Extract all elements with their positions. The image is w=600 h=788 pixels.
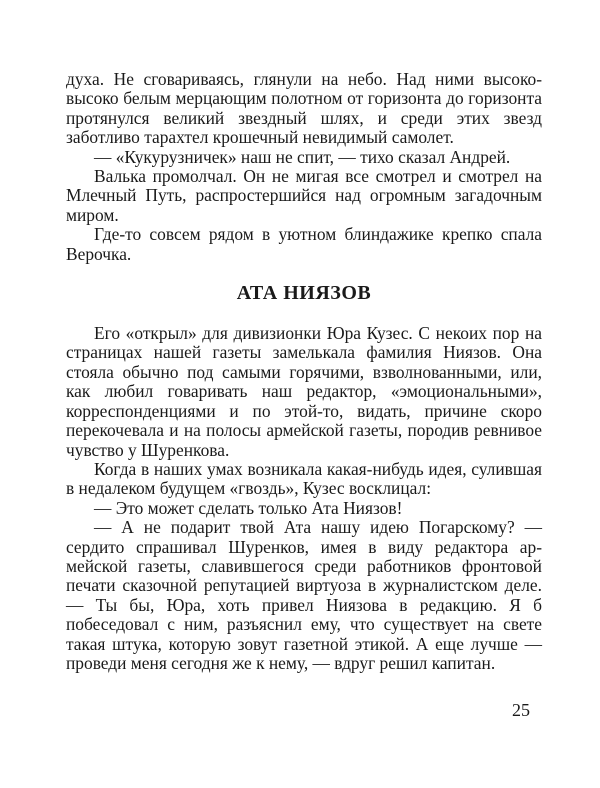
chapter-title: АТА НИЯЗОВ [236, 282, 372, 305]
chapter-paragraph: Когда в наших умах возникала какая-нибудь идея, сулившая в недалеком будущем «гвоздь», Кузес восклицал: [66, 458, 542, 499]
book-page [66, 70, 542, 673]
continuation-paragraph: Где-то совсем рядом в уютном блиндажике крепко спала Верочка. [66, 224, 542, 264]
chapter-paragraph: — Это может сделать только Ата Ниязов! [94, 497, 403, 518]
chapter-paragraph: — А не подарит твой Ата нашу идею Погарскому? — сердито спрашивал Шуренков, имея в виду редактора армейской газеты, славившегося среди работников фронтовой печати сказочной репутацией виртуоза в журналистском деле. — Ты бы, Юра, хоть привел Ниязова в редакцию. Я б побеседовал с ним, разъяснил ему, что существует на свете такая штука, которую зовут газетной этикой. А еще лучше — проведи меня сегодня же к нему, — вдруг решил капитан. [66, 517, 542, 673]
continuation-paragraph: — «Кукурузничек» наш не спит, — тихо сказал Андрей. [94, 146, 511, 167]
continuation-paragraph: Валька промолчал. Он не мигая все смотрел и смотрел на Млечный Путь, распростершийся над огромным загадочным миром. [66, 166, 542, 225]
continuation-paragraph: духа. Не сговариваясь, глянули на небо. Над ними высоко-высоко белым мерцающим полотном от горизонта до горизонта протянулся великий звездный шлях, и среди этих звезд заботливо тарахтел крошечный невидимый самолет. [66, 69, 542, 148]
chapter-paragraph: Его «открыл» для дивизионки Юра Кузес. С некоих пор на страницах нашей газеты замелькала фамилия Ниязов. Она стояла обычно под самыми горячими, взволнованными, или, как любил говаривать наш редактор, «эмоциональными», корреспонденциями и по этой-то, видать, причине скоро перекочевала и на полосы армейской газеты, породив ревнивое чувство у Шуренкова. [66, 323, 542, 460]
page-number: 25 [512, 700, 530, 720]
